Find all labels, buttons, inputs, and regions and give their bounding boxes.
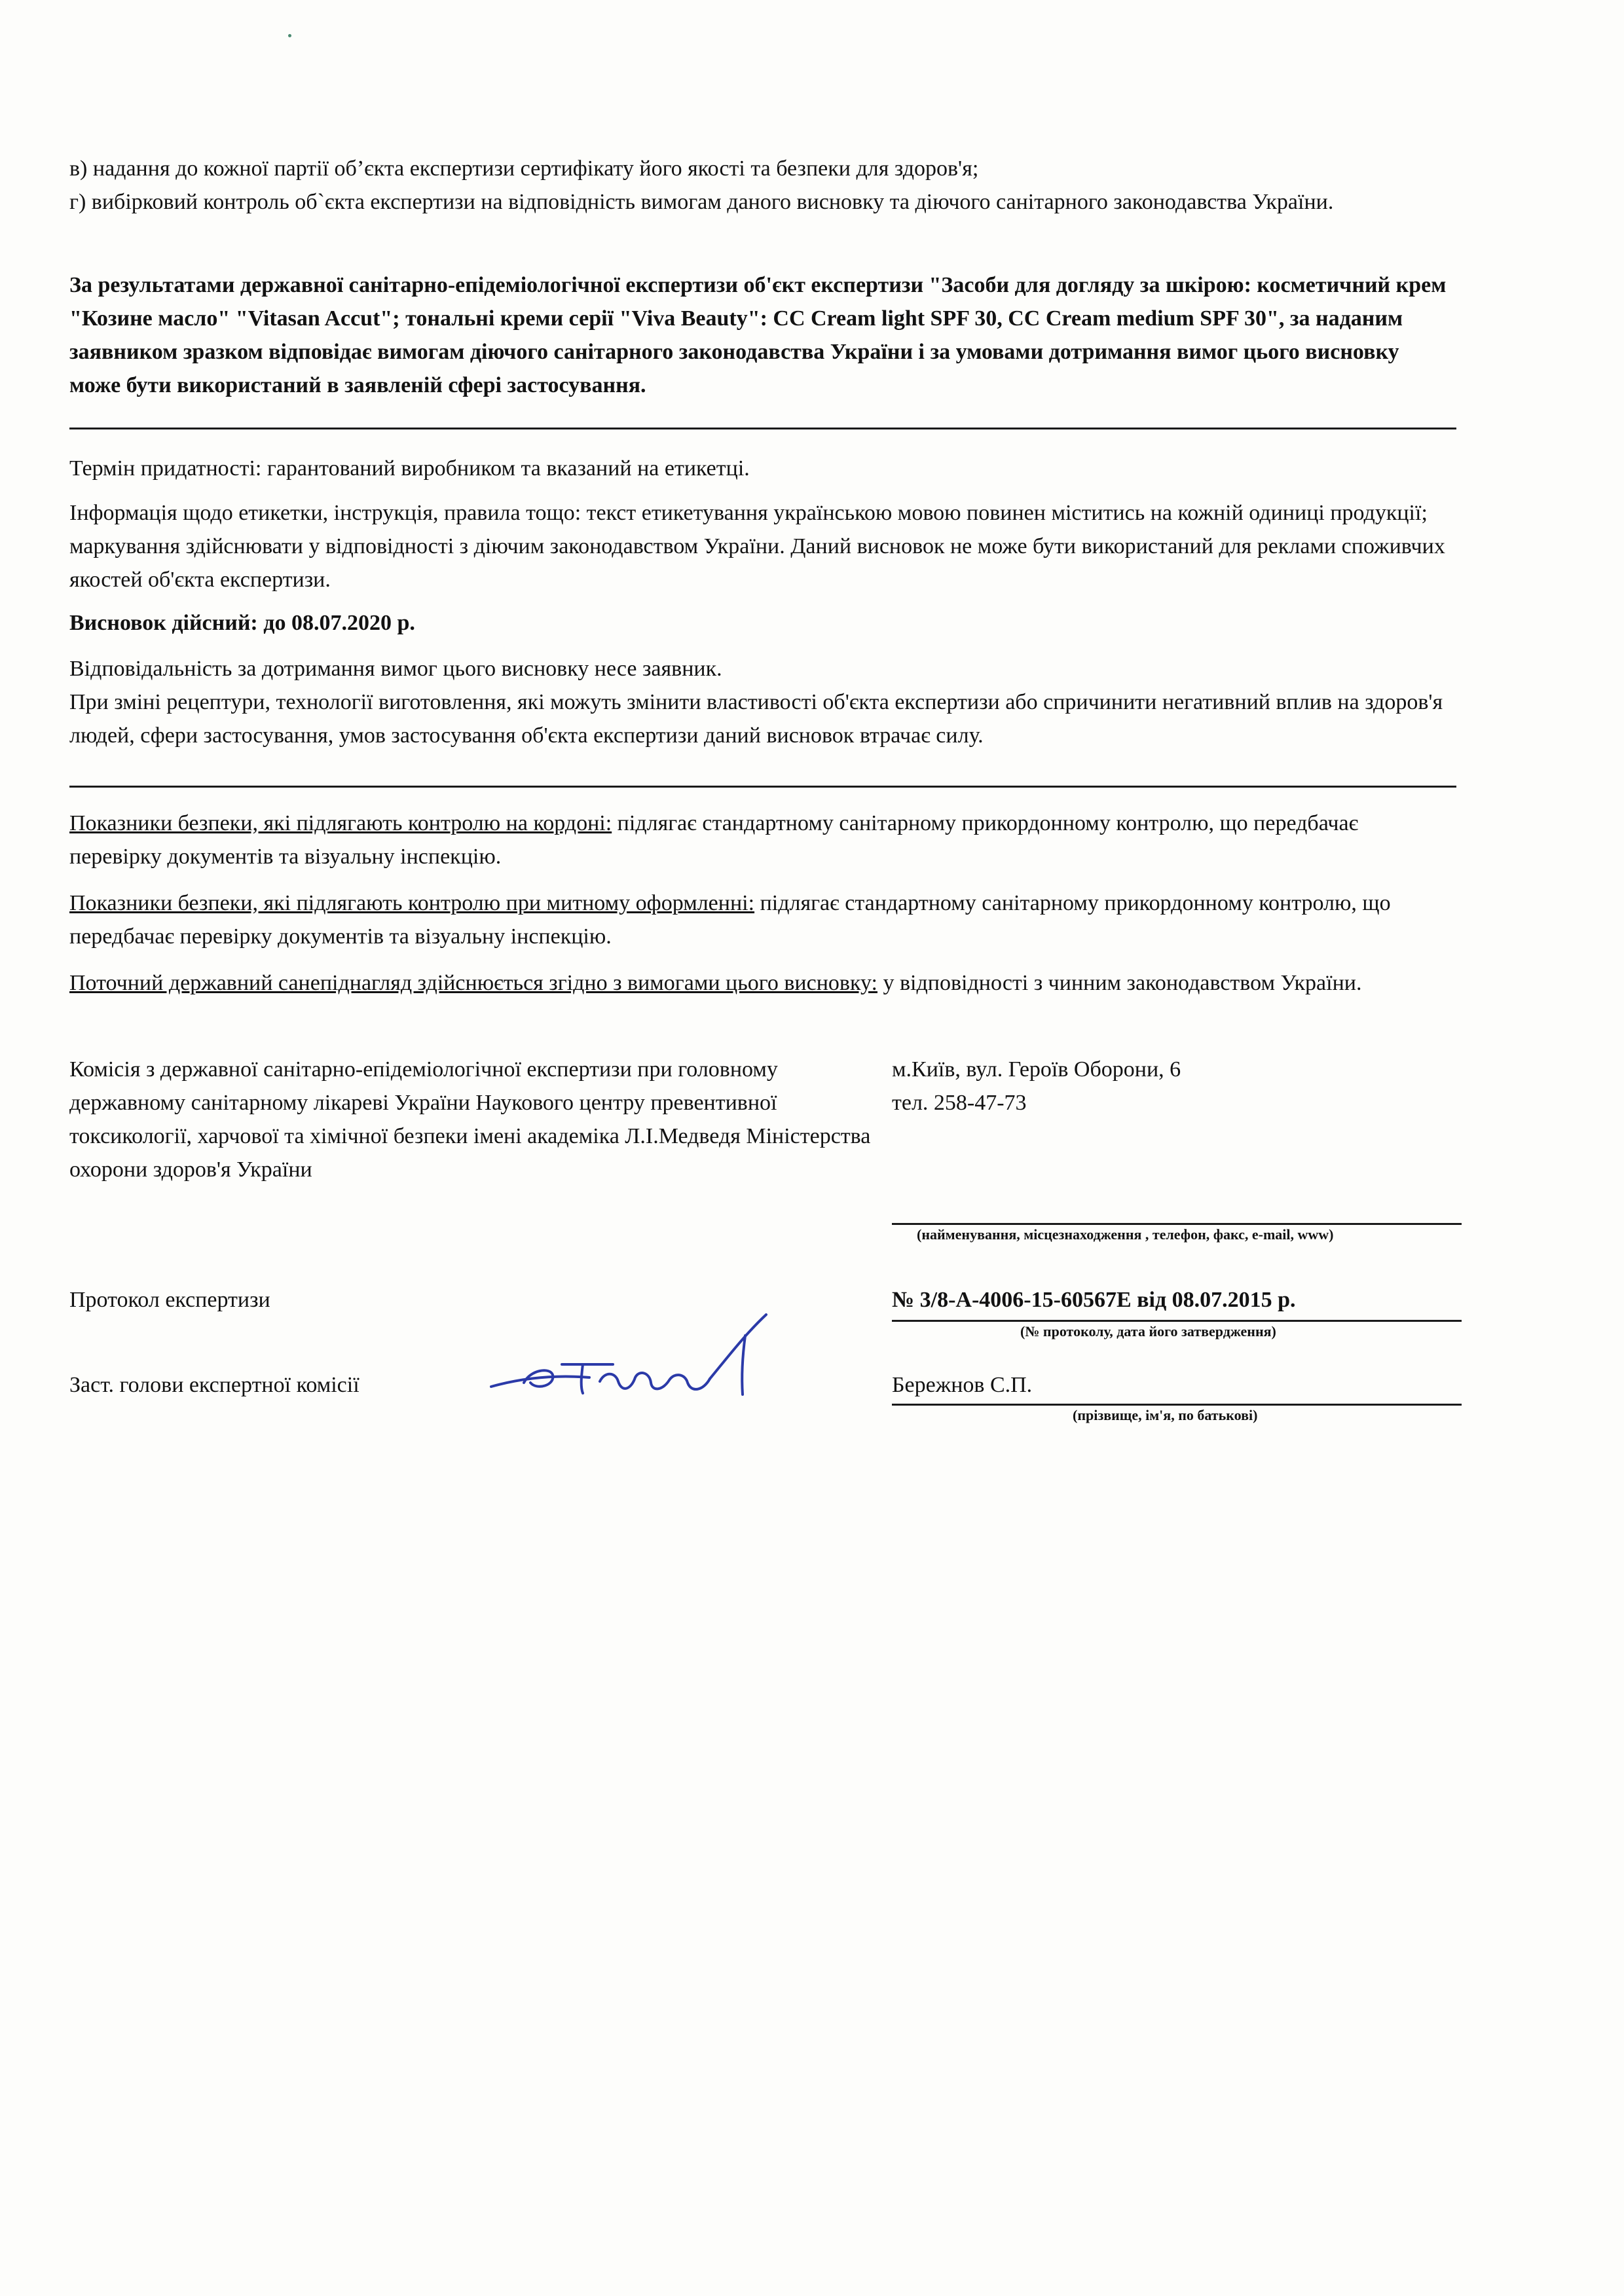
signatory-line: [892, 1404, 1462, 1406]
protocol-number: № 3/8-А-4006-15-60567Е від 08.07.2015 р.: [892, 1288, 1296, 1312]
changes-clause: При зміні рецептури, технології виготовлення, які можуть змінити властивості об'єкта експертизи або спричинити негативний вплив на здоров'я людей, сфери застосування, умов застосування об'єкта експертизи даний висновок втрачає силу.: [69, 690, 1443, 748]
protocol-label: Протокол експертизи: [69, 1288, 270, 1312]
divider-1: [69, 428, 1456, 429]
contacts-line: [892, 1223, 1462, 1225]
border-control-text: підлягає стандартному санітарному прикордонному контролю, що передбачає перевірку документів та візуальну інспекцію.: [69, 811, 1359, 869]
supervision-label: Поточний державний санепіднагляд здійснюється згідно з вимогами цього висновку:: [69, 971, 877, 995]
border-control-label: Показники безпеки, які підлягають контролю на кордоні:: [69, 811, 612, 835]
signatory-name: Бережнов С.П.: [892, 1373, 1033, 1397]
commission-contacts: [892, 1053, 1462, 1120]
protocol-line: [892, 1320, 1462, 1322]
supervision-text: у відповідності з чинним законодавством України.: [877, 971, 1362, 995]
responsibility-block: [69, 652, 1455, 752]
commission-address: м.Київ, вул. Героїв Оборони, 6: [892, 1057, 1181, 1082]
label-info: Інформація щодо етикетки, інструкція, правила тощо: текст етикетування українською мовою повинен міститись на кожній одиниці продукції; маркування здійснювати у відповідності з діючим законодавством України. Даний висновок не може бути використаний для реклами споживчих якостей об'єкта експертизи.: [69, 501, 1445, 592]
responsibility: Відповідальність за дотримання вимог цього висновку несе заявник.: [69, 657, 722, 681]
signatory-title: Заст. голови експертної комісії: [69, 1373, 360, 1397]
shelf-life: Термін придатності: гарантований виробником та вказаний на етикетці.: [69, 456, 750, 481]
contacts-caption: (найменування, місцезнаходження , телефон, факс, e-mail, www): [917, 1226, 1334, 1243]
condition-v: в) надання до кожної партії об’єкта експертизи сертифікату його якості та безпеки для здоров'я;: [69, 156, 979, 181]
scan-speck: [288, 34, 291, 37]
validity: Висновок дійсний: до 08.07.2020 р.: [69, 611, 415, 635]
signatory-caption: (прізвище, ім'я, по батькові): [1073, 1407, 1258, 1423]
customs-control-label: Показники безпеки, які підлягають контролю при митному оформленні:: [69, 891, 755, 915]
handwritten-signature: [485, 1309, 799, 1414]
border-control: [69, 807, 1455, 873]
customs-control: [69, 886, 1455, 953]
condition-g: г) вибірковий контроль об`єкта експертизи на відповідність вимогам даного висновку та діючого санітарного законодавства України.: [69, 190, 1334, 214]
supervision: [69, 966, 1455, 1000]
commission-phone: тел. 258-47-73: [892, 1091, 1027, 1115]
conditions-list: [69, 152, 1455, 219]
divider-2: [69, 786, 1456, 788]
protocol-caption: (№ протоколу, дата його затвердження): [1020, 1323, 1276, 1339]
commission-name: Комісія з державної санітарно-епідеміологічної експертизи при головному державному санітарному лікареві України Наукового центру превентивної токсикології, харчової та хімічної безпеки імені академіка Л.І.Медведя Міністерства охорони здоров'я України: [69, 1057, 871, 1182]
expertise-conclusion: За результатами державної санітарно-епідеміологічної експертизи об'єкт експертизи "Засоби для догляду за шкірою: косметичний крем "Козине масло" "Vitasan Accut"; тональні креми серії "Viva Beauty": CC Cream light SPF 30, CC Cream medium SPF 30", за наданим заявником зразком відповідає вимогам діючого санітарного законодавства України і за умовами дотримання вимог цього висновку може бути використаний в заявленій сфері застосування.: [69, 273, 1447, 397]
customs-control-text: підлягає стандартному санітарному прикордонному контролю, що передбачає перевірку документів та візуальну інспекцію.: [69, 891, 1391, 949]
